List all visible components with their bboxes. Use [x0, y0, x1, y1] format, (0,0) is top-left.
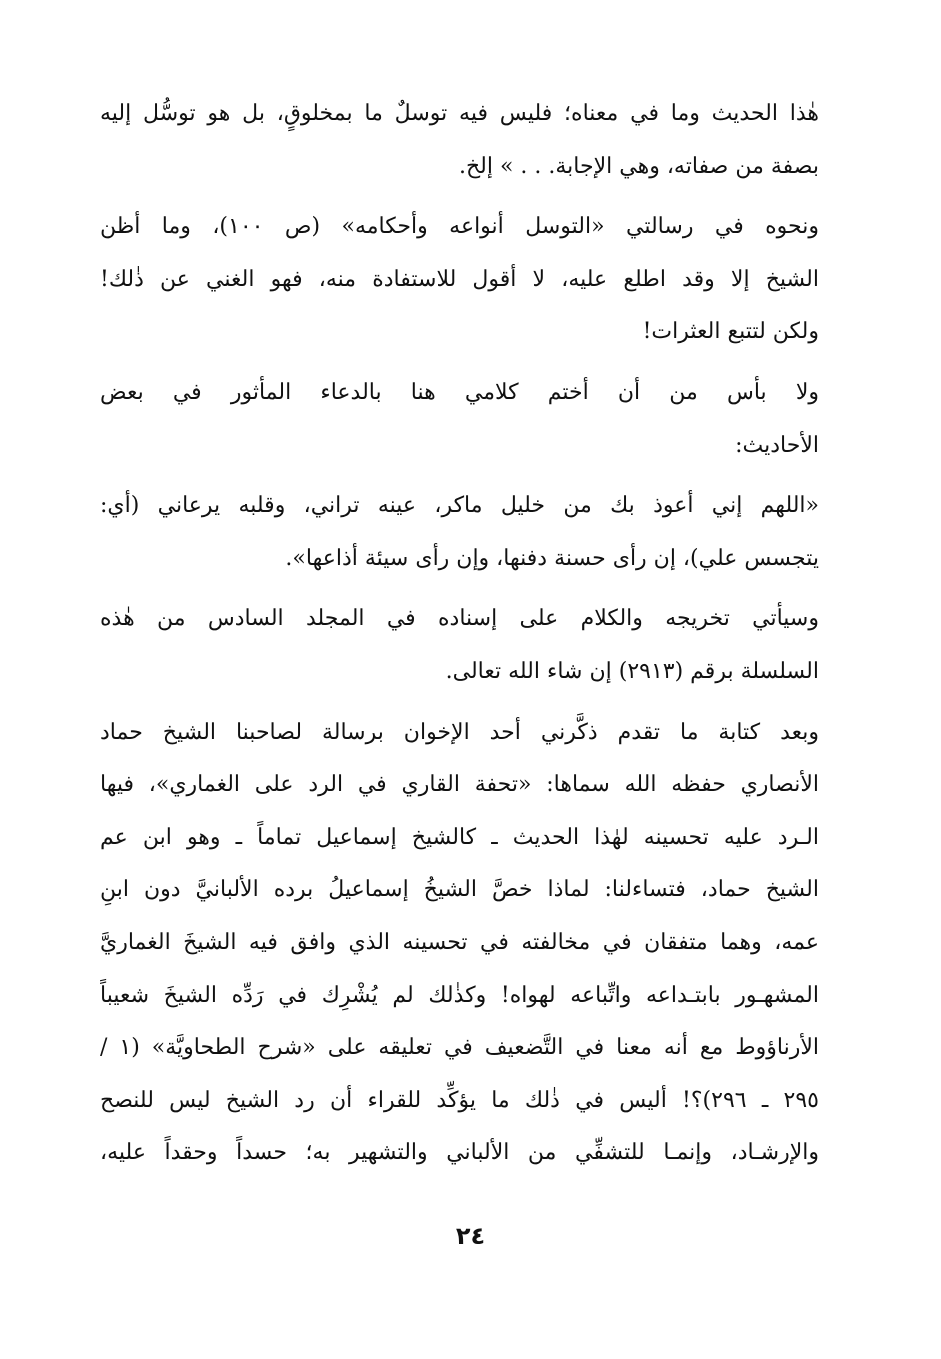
text-line: الأنصاري حفظه الله سماها: «تحفة القاري في الرد على الغماري»، فيها [100, 772, 819, 798]
text-line: ونحوه في رسالتي «التوسل أنواعه وأحكامه» (ص ١٠٠)، وما أظن [100, 214, 819, 240]
text-line: الشيخ إلا وقد اطلع عليه، لا أقول للاستفادة منه، فهو الغني عن ذٰلك! [100, 266, 819, 292]
text-line: الشيخ حماد، فتساءلنا: لماذا خصَّ الشيخُ إسماعيلُ برده الألبانيَّ دون ابنِ [100, 877, 819, 903]
text-line: بصفة من صفاته، وهي الإجابة. . . » إلخ. [458, 153, 819, 179]
body-text [100, 88, 819, 1180]
paragraph-6 [100, 707, 819, 1180]
paragraph-4-quote [100, 480, 819, 585]
paragraph-2 [100, 201, 819, 359]
text-line: الـرد عليه تحسينه لهٰذا الحديث ـ كالشيخ إسماعيل تماماً ـ وهو ابن عم [100, 824, 819, 850]
text-line: المشهـور بابتـداعه واتِّباعه لهواه! وكذٰلك لم يُشْرِك في رَدِّه الشيخَ شعيباً [100, 982, 819, 1008]
text-line: والإرشـاد، وإنمـا للتشفِّي من الألباني والتشهير به؛ حسداً وحقداً عليه، [100, 1140, 819, 1166]
text-line: عمه، وهما متفقان في مخالفته في تحسينه الذي وافق فيه الشيخَ الغماريَّ [100, 929, 819, 955]
text-line: وبعد كتابة ما تقدم ذكَّرني أحد الإخوان برسالة لصاحبنا الشيخ حماد [100, 719, 819, 745]
text-line: الأرناؤوط مع أنه معنا في التَّضعيف في تعليقه على «شرح الطحاويَّة» (١ / [100, 1035, 819, 1061]
page-number: ٢٤ [455, 1222, 486, 1250]
text-line: وسيأتي تخريجه والكلام على إسناده في المجلد السادس من هٰذه [100, 606, 819, 632]
text-line: ٢٩٥ ـ ٢٩٦)؟! أليس في ذٰلك ما يؤكِّد للقراء أن رد الشيخ ليس للنصح [100, 1087, 819, 1113]
text-line: السلسلة برقم (٢٩١٣) إن شاء الله تعالى. [445, 658, 819, 684]
text-line: يتجسس علي)، إن رأى حسنة دفنها، وإن رأى سيئة أذاعها». [285, 545, 819, 571]
paragraph-1 [100, 88, 819, 193]
text-line: «اللهم إني أعوذ بك من خليل ماكر، عينه تراني، وقلبه يرعاني (أي: [100, 493, 819, 519]
paragraph-5 [100, 593, 819, 698]
text-line: الأحاديث: [735, 432, 819, 458]
paragraph-3 [100, 367, 819, 472]
text-line: ولكن لتتبع العثرات! [642, 319, 819, 345]
text-line: هٰذا الحديث وما في معناه؛ فليس فيه توسلٌ ما بمخلوقٍ، بل هو توسُّل إليه [100, 101, 819, 126]
text-line: ولا بأس من أن أختم كلامي هنا بالدعاء المأثور في بعض [100, 379, 819, 405]
